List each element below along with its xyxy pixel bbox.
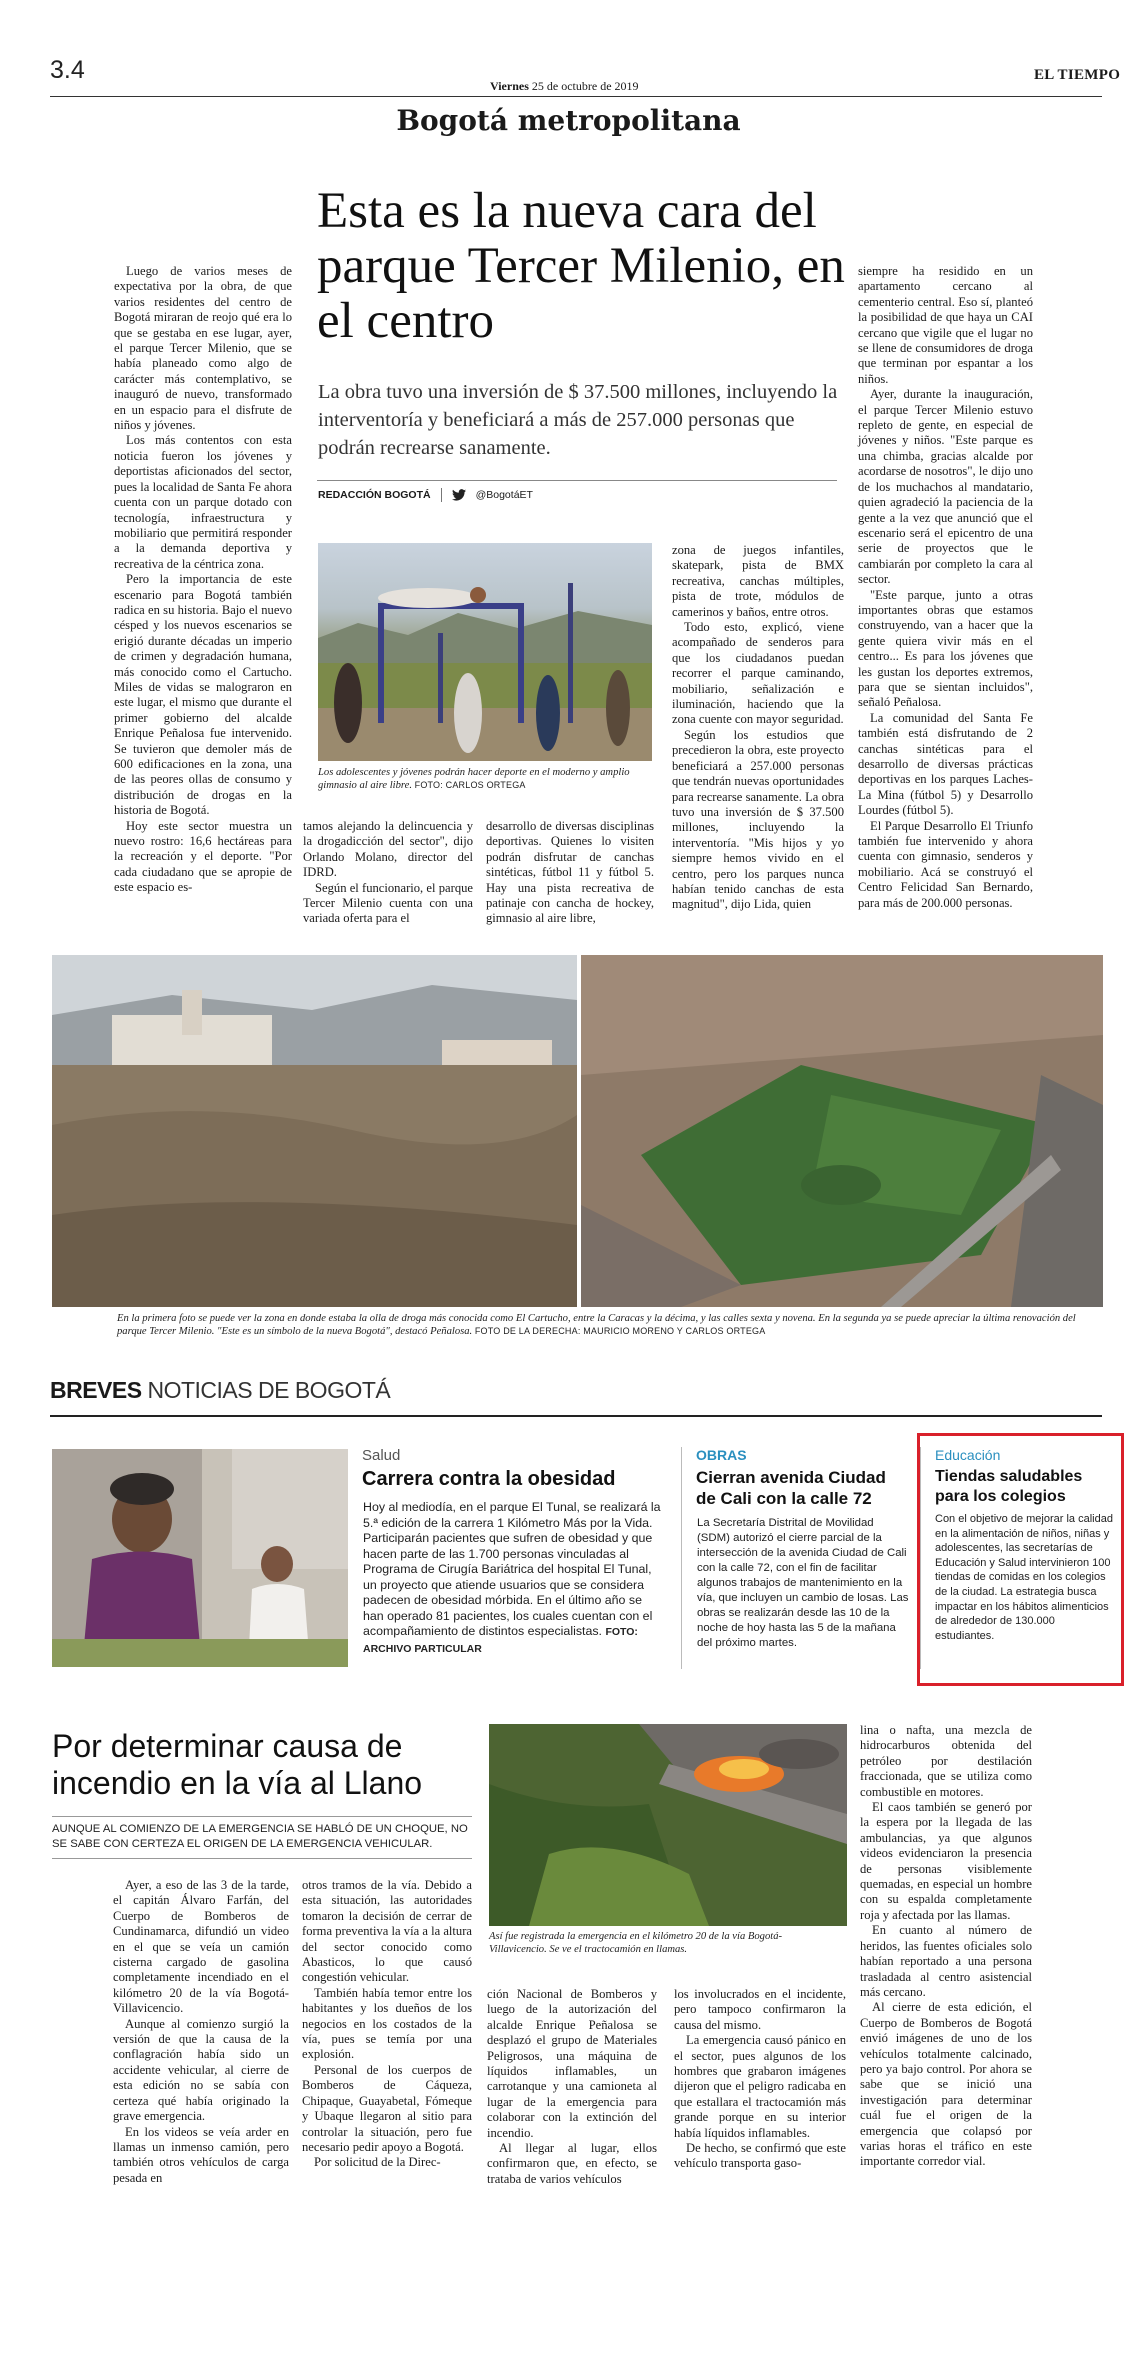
paragraph: Al llegar al lugar, ellos confirmaron que, en efecto, se trataba de varios vehículos [487, 2141, 657, 2186]
fire-photo [489, 1724, 847, 1926]
brief-1-body [363, 1500, 665, 1657]
paragraph: Ayer, a eso de las 3 de la tarde, el capitán Álvaro Farfán, del Cuerpo de Bomberos de Cundinamarca, difundió un video en el que se veía un camión cisterna cargado de gasolina completamente incendiado en el kilómetro 20 de la vía Bogotá-Villavicencio. [113, 1878, 289, 2016]
twitter-bird-icon [452, 489, 466, 501]
fire-deck-rule [52, 1816, 472, 1817]
fire-col-1 [113, 1878, 289, 2186]
fire-headline: Por determinar causa de incendio en la vía al Llano [52, 1728, 423, 1801]
main-col-3 [486, 819, 654, 927]
caption-text: Los adolescentes y jóvenes podrán hacer deporte en el moderno y amplio gimnasio al aire libre. [318, 767, 630, 791]
paragraph: De hecho, se confirmó que este vehículo transporta gaso- [674, 2141, 846, 2171]
paragraph: Ayer, durante la inauguración, el parque Tercer Milenio estuvo repleto de gente, en especial de jóvenes y niños. "Este parque es una chimba, gracias alcalde por acordarse de nosotros", le dijo uno de los muchachos al mandatario, quien agradeció la paciencia de la gente a la vez que anunció que el escenario será el epicentro de una serie de proyectos que le cambiarán por completo la cara al sector. [858, 387, 1033, 587]
gym-photo-caption [318, 766, 652, 792]
paragraph: tamos alejando la delincuencia y la drogadicción del sector", dijo Orlando Molano, director del IDRD. [303, 819, 473, 880]
paragraph: La emergencia causó pánico en el sector, pues algunos de los hombres que grabaron imágenes dijeron que el peligro radicaba en que estallara el tractocamión más grande porque en su interior había líquidos inflamables. [674, 2033, 846, 2140]
brief-1-kicker: Salud [362, 1447, 401, 1464]
brief-divider-1 [681, 1447, 682, 1669]
brief-2-body: La Secretaría Distrital de Movilidad (SDM) autorizó el cierre parcial de la intersección de la avenida Ciudad de Cali con la calle 72, con el fin de facilitar algunos trabajos de mantenimiento en la vía, que incluyen un cambio de losas. Las obras se realizarán desde las 10 de la noche de hoy hasta las 5 de la mañana del próximo martes. [697, 1517, 909, 1649]
byline [318, 488, 533, 502]
brief-1-title: Carrera contra la obesidad [362, 1468, 616, 1490]
brief-3-title: Tiendas saludables para los colegios [935, 1468, 1083, 1505]
fire-col-3 [487, 1987, 657, 2187]
paragraph: siempre ha residido en un apartamento cercano al cementerio central. Eso sí, planteó la posibilidad de que haya un CAI cercano que vigile que el lugar no se llene de consumidores de droga que terminan por espantar a los niños. [858, 264, 1033, 386]
issue-date [490, 79, 639, 94]
fire-deck: AUNQUE AL COMIENZO DE LA EMERGENCIA SE HABLÓ DE UN CHOQUE, NO SE SABE CON CERTEZA EL ORIGEN DE LA EMERGENCIA VEHICULAR. [52, 1823, 468, 1850]
paragraph: Aunque al comienzo surgió la versión de que la causa de la conflagración había sido un accidente vehicular, al cierre de esta edición no se sabía con certeza qué había originado la grave emergencia. [113, 2016, 289, 2124]
paragraph: La comunidad del Santa Fe también está disfrutando de 2 canchas sintéticas para el desarrollo de diversas prácticas deportivas en los parques Laches-La Mina (fútbol 5) y Desarrollo Lourdes (fútbol 5). [858, 710, 1033, 818]
paragraph: Al cierre de esta edición, el Cuerpo de Bomberos de Bogotá envió imágenes de uno de los vehículos totalmente calcinado, pero ya bajo control. Por ahora se sabe que se inició una investigación para determinar cuál fue el origen de la emergencia que colapsó por varias horas el tráfico en este importante corredor vial. [860, 2000, 1032, 2169]
breves-label-light: NOTICIAS DE BOGOTÁ [147, 1377, 391, 1403]
paragraph: Según los estudios que precedieron la obra, este proyecto beneficiará a 257.000 personas que tendrán nuevas oportunidades para recrearse sanamente. La obra tuvo una inversión de $ 37.500 millones, incluyendo la interventoría. "Mis hijos y yo siempre hemos vivido en el centro, pero los parques nunca habían tenido canchas de esta magnitud", dijo Lida, quien [672, 727, 844, 912]
deck-rule [317, 480, 837, 481]
byline-author: REDACCIÓN BOGOTÁ [318, 489, 431, 501]
brief-3-body: Con el objetivo de mejorar la calidad en la alimentación de niños, niñas y adolescentes, las secretarías de Educación y Salud intervinieron 100 tiendas de comidas en los colegios de la ciudad. La estrategia busca impactar en los hábitos alimenticios de alrededor de 130.000 estudiantes. [935, 1513, 1113, 1642]
paragraph: Todo esto, explicó, viene acompañado de senderos para que los ciudadanos puedan recorrer el parque caminando, mobiliario, señalización e iluminación, haciendo que la zona cuente con mayor seguridad. [672, 620, 844, 727]
before-photo [52, 955, 577, 1307]
paragraph: También había temor entre los habitantes y los dueños de los negocios en los costados de la vía, pues se temía por una explosión. [302, 1985, 472, 2062]
fire-deck-rule-bottom [52, 1858, 472, 1859]
header-rule [50, 96, 1102, 97]
main-col-1 [114, 264, 292, 896]
fire-photo-caption: Así fue registrada la emergencia en el kilómetro 20 de la vía Bogotá-Villavicencio. Se ve el tractocamión en llamas. [489, 1931, 783, 1955]
breves-label [50, 1377, 390, 1404]
paragraph: Según el funcionario, el parque Tercer Milenio cuenta con una variada oferta para el [303, 880, 473, 926]
paragraph: zona de juegos infantiles, skatepark, pista de BMX recreativa, canchas múltiples, pista de trote, módulos de camerinos y baños, entre otros. [672, 543, 844, 619]
paragraph: En cuanto al número de heridos, las fuentes oficiales solo habían reportado a una persona trasladada al centro asistencial más cercano. [860, 1923, 1032, 1999]
paragraph: "Este parque, junto a otras importantes obras que estamos construyendo, van a hacer que la gente quiera vivir más en el centro... Es para los jóvenes que les gustan los deportes extremos, para que se sientan incluidos", señaló Peñalosa. [858, 587, 1033, 710]
brief-3-kicker: Educación [935, 1447, 1001, 1463]
paragraph: Pero la importancia de este escenario para Bogotá también radica en su historia. Bajo el nuevo césped y los nuevos escenarios se erigió durante décadas un imperio de crimen y degradación humana, más conocido como el Cartucho. Miles de vidas se malograron en este lugar, el mismo que durante el primer gobierno del alcalde Enrique Peñalosa fue intervenido. Se tuvieron que demoler más de 600 edificaciones en la zona, una de las peores ollas de consumo y distribución de drogas en la historia de Bogotá. [114, 572, 292, 818]
paragraph: desarrollo de diversas disciplinas deportivas. Quienes lo visiten podrán disfrutar de canchas sintéticas, fútbol 11 y fútbol 5. Hay una pista recreativa de patinaje con cancha de hockey, gimnasio al aire libre, [486, 819, 654, 926]
breves-rule [50, 1415, 1102, 1417]
main-col-5 [858, 264, 1033, 911]
paragraph: Luego de varios meses de expectativa por la obra, de que varios residentes del centro de Bogotá miraran de reojo qué era lo que se gestaba en ese lugar, ayer, el parque Tercer Milenio, que se había planeado como algo de carácter más contemplativo, se inauguró de nuevo, transformado en un espacio para el disfrute de niños y jóvenes. [114, 264, 292, 433]
paragraph: otros tramos de la vía. Debido a esta situación, las autoridades tomaron la decisión de cerrar de forma preventiva la vía a la altura del sector conocido como Abasticos, lo que causó congestión vehicular. [302, 1878, 472, 1985]
paragraph: El Parque Desarrollo El Triunfo también fue intervenido y ahora cuenta con gimnasio, senderos y mobiliario. Acá se construyó el Centro Felicidad San Bernardo, para más de 200.000 personas. [858, 818, 1033, 910]
brand-logo: EL TIEMPO [1034, 67, 1121, 83]
caption-credit: FOTO DE LA DERECHA: MAURICIO MORENO Y CARLOS ORTEGA [474, 1326, 766, 1336]
section-title: Bogotá metropolitana [396, 104, 741, 137]
brief-1-text: Hoy al mediodía, en el parque El Tunal, se realizará la 5.ª edición de la carrera 1 Kilómetro Más por la Vida. Participarán pacientes que sufren de obesidad y que hacen parte de las 1.700 personas vinculadas al Programa de Cirugía Bariátrica del hospital El Tunal, un proyecto que atiende usuarios que se considera padecen de obesidad mórbida. En el último año se han operado 81 pacientes, los cuales cuentan con el acompañamiento de distintos especialistas. [363, 1500, 661, 1638]
brief-2-title: Cierran avenida Ciudad de Cali con la calle 72 [696, 1468, 886, 1508]
fire-col-5 [860, 1723, 1032, 2170]
paragraph: Por solicitud de la Direc- [314, 2155, 441, 2170]
caption-credit: FOTO: CARLOS ORTEGA [414, 780, 526, 790]
paragraph: Hoy este sector muestra un nuevo rostro: 16,6 hectáreas para la recreación y el deporte. "Por cada ciudadano que se apropie de este espacio es- [114, 818, 292, 895]
caption-text: En la primera foto se puede ver la zona en donde estaba la olla de droga más conocida como El Cartucho, entre la Caracas y la décima, y las calles sexta y novena. En la segunda ya se puede apreciar la última renovación del parque Tercer Milenio. "Este es un símbolo de la nueva Bogotá", destacó Peñalosa. [117, 1313, 1076, 1337]
breves-label-bold: BREVES [50, 1377, 142, 1403]
issue-date-rest: 25 de octubre de 2019 [531, 79, 639, 93]
main-col-4 [672, 543, 844, 913]
obesity-photo [52, 1449, 348, 1667]
fire-col-4 [674, 1987, 846, 2172]
paragraph: lina o nafta, una mezcla de hidrocarburos obtenida del petróleo por destilación fraccionada, que se utiliza como combustible en motores. [860, 1723, 1032, 1799]
main-col-2 [303, 819, 473, 927]
paragraph: Los más contentos con esta noticia fueron los jóvenes y deportistas aficionados del sector, pues la localidad de Santa Fe ahora cuenta con un parque dotado con tecnología, infraestructura y mobiliario que permitirá responder a la demanda deportiva y recreativa de la céntrica zona. [114, 433, 292, 571]
after-aerial-photo [581, 955, 1103, 1307]
gym-photo [318, 543, 652, 761]
byline-twitter: @BogotáET [475, 489, 533, 501]
page-number: 3.4 [50, 56, 85, 84]
main-headline: Esta es la nueva cara del parque Tercer Milenio, en el centro [317, 183, 845, 349]
paragraph: los involucrados en el incidente, pero tampoco confirmaron la causa del mismo. [674, 1987, 846, 2032]
fire-col-2 [302, 1878, 472, 2171]
paragraph: Personal de los cuerpos de Bomberos de Cáqueza, Chipaque, Guayabetal, Fómeque y Ubaque llegaron al sitio para controlar la situación, pero fue necesario pedir apoyo a Bogotá. [302, 2062, 472, 2154]
paragraph: ción Nacional de Bomberos y luego de la autorización del alcalde Enrique Peñalosa se desplazó el grupo de Materiales Peligrosos, una máquina de líquidos inflamables, un carrotanque y una camioneta al lugar de la emergencia para colaborar con la extinción del incendio. [487, 1987, 657, 2140]
main-deck: La obra tuvo una inversión de $ 37.500 millones, incluyendo la interventoría y beneficiará a más de 257.000 personas que podrán recrearse sanamente. [318, 381, 838, 459]
byline-divider [441, 488, 442, 502]
paragraph: En los videos se veía arder en llamas un inmenso camión, pero también otros vehículos de carga pesada en [113, 2124, 289, 2185]
brief-2-kicker: OBRAS [696, 1447, 747, 1463]
issue-date-day: Viernes [490, 79, 529, 93]
wide-photo-caption [117, 1312, 1077, 1338]
paragraph: El caos también se generó por la espera por la llegada de las ambulancias, ya que algunos videos evidenciaron la presencia de personas visiblemente quemadas, en especial un hombre con su espalda completamente roja y afectada por las llamas. [860, 1800, 1032, 1922]
brief-1-credit: FOTO: ARCHIVO PARTICULAR [363, 1626, 638, 1655]
